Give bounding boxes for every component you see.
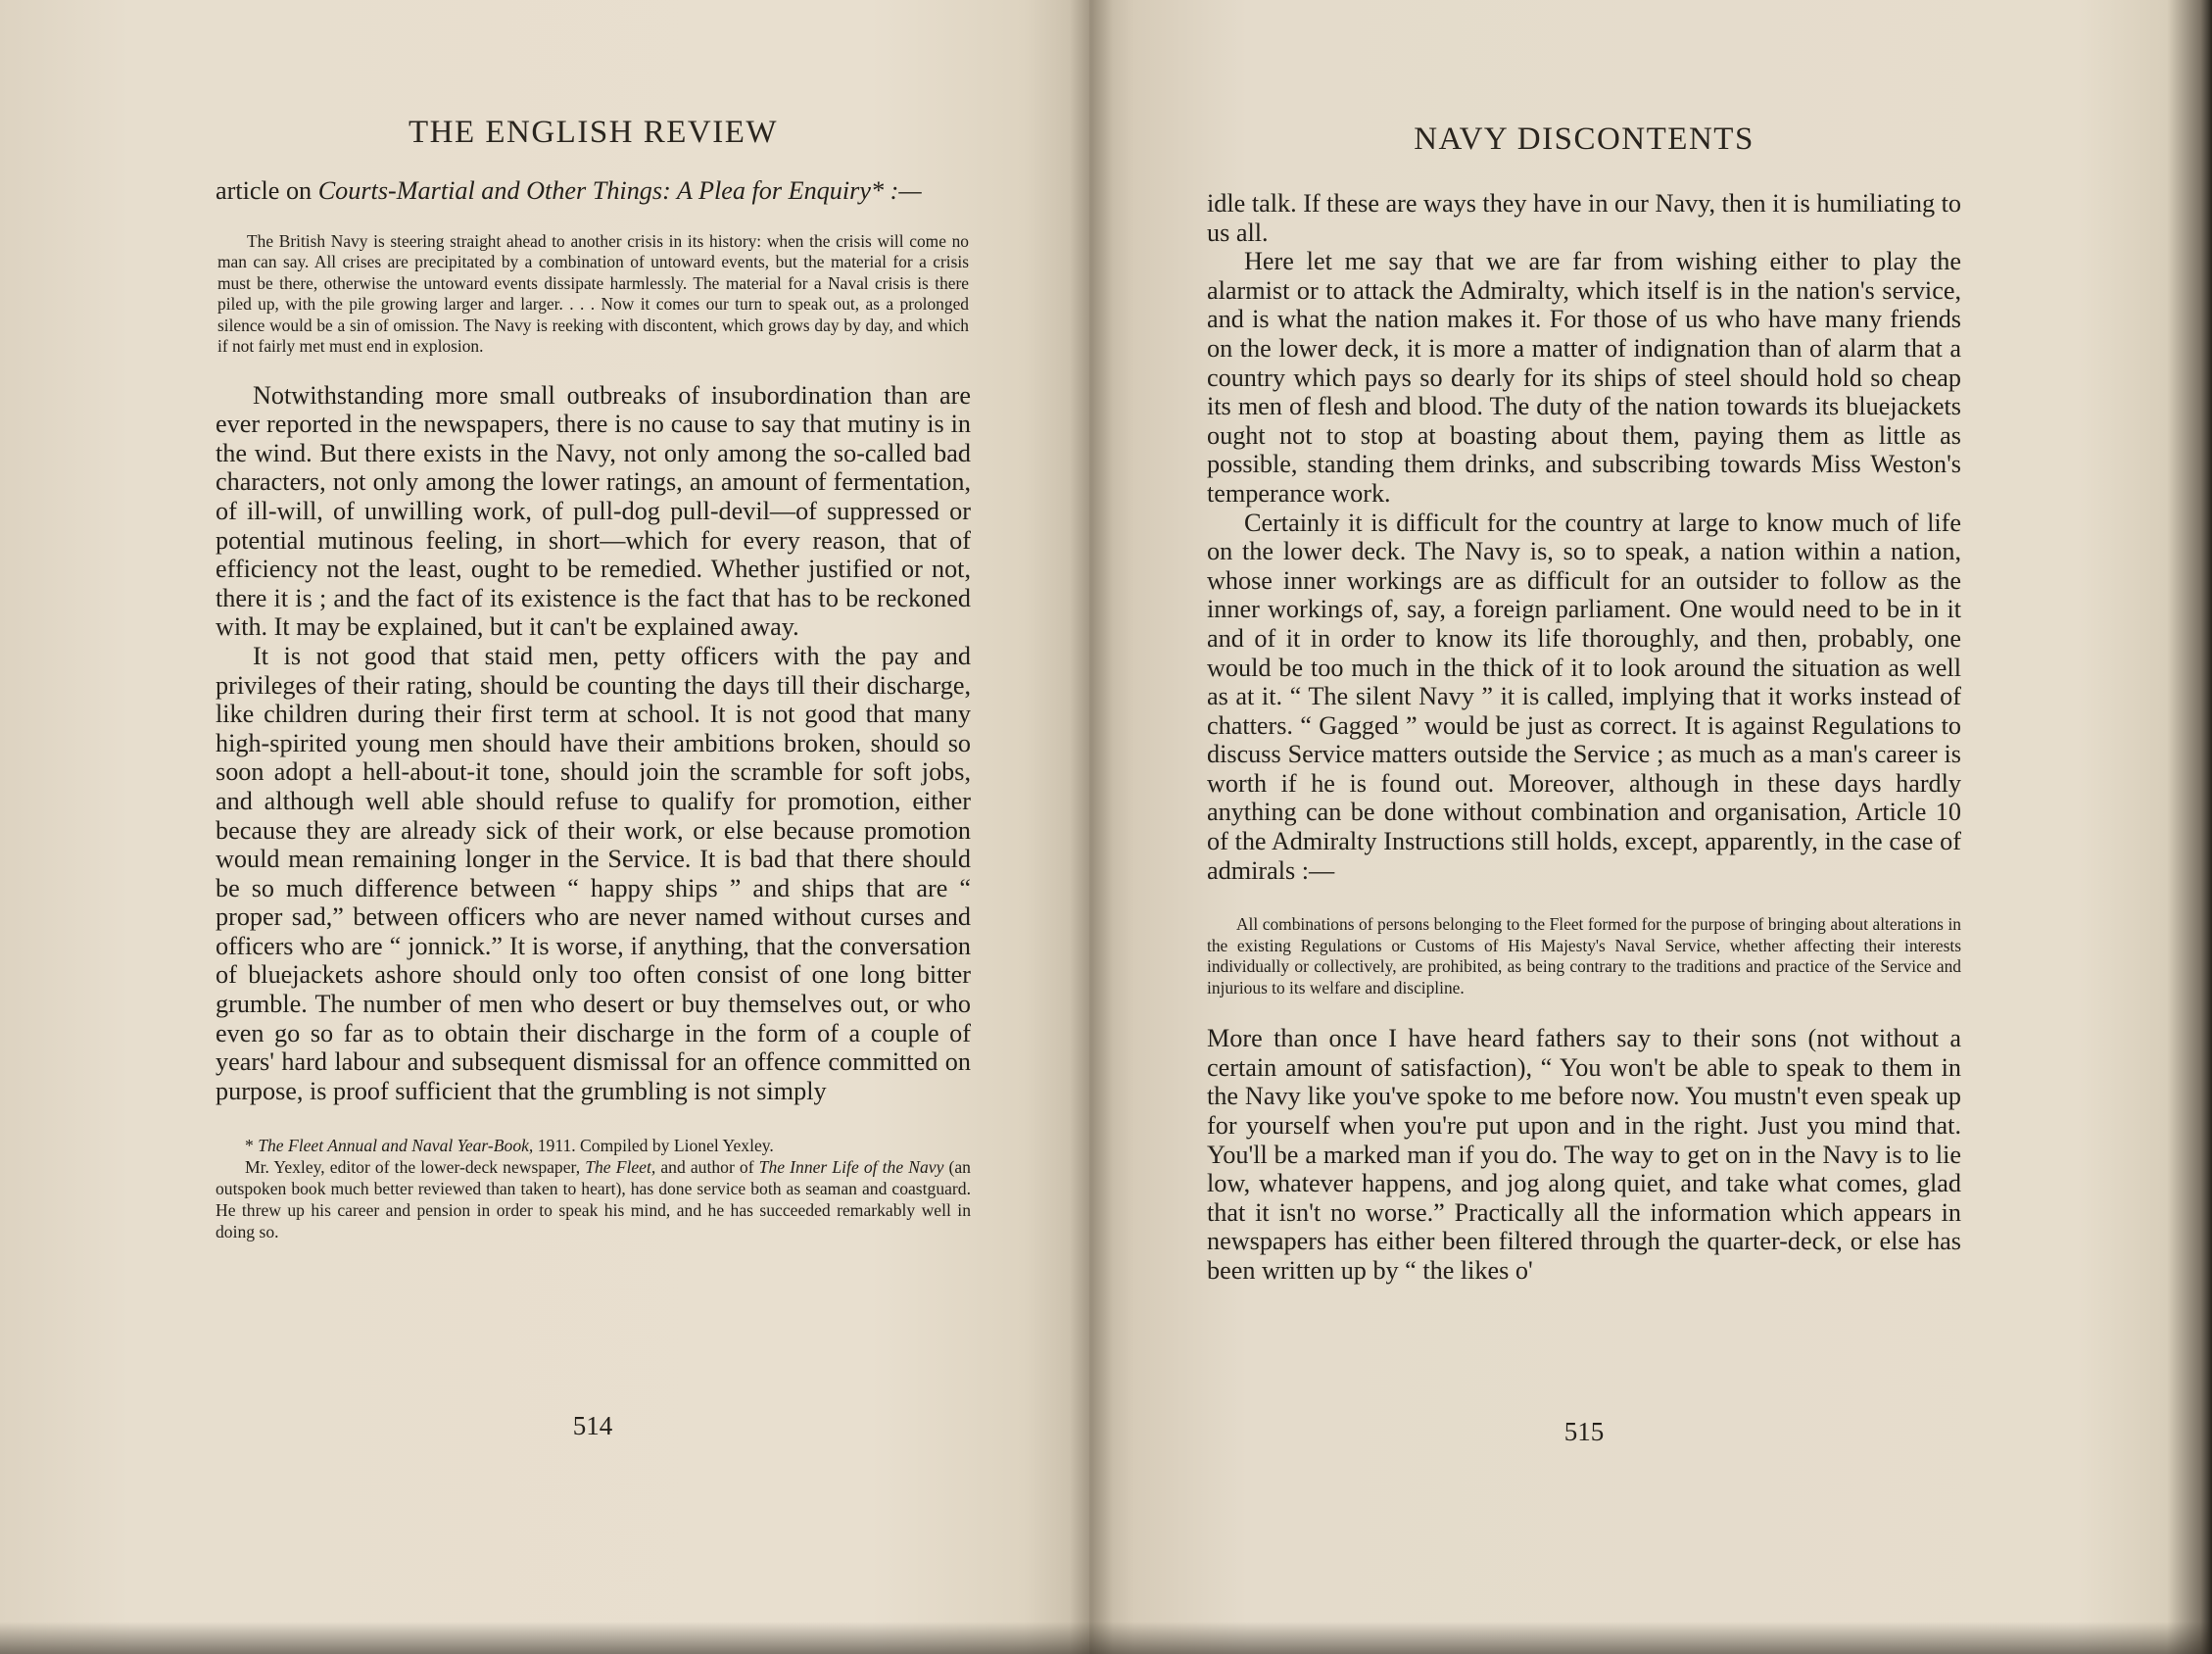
- footnote-text: and author of: [655, 1157, 759, 1178]
- right-text-block: [1207, 189, 1961, 1286]
- paragraph: Here let me say that we are far from wishing either to play the alarmist or to attack the Admiralty, which itself is in the nation's service, and is what the nation makes it. For those of us who have many friends on the lower deck, it is more a matter of indignation than of alarm that a country which pays so dearly for its ships of steel should hold so cheap its men of flesh and blood. The duty of the nation towards its bluejackets ought not to stop at boasting about them, paying them as little as possible, standing them drinks, and subscribing towards Miss Weston's temperance work.: [1207, 247, 1961, 508]
- footnote-book-title: The Inner Life of the Navy: [758, 1157, 944, 1178]
- footnotes: [216, 1135, 971, 1242]
- intro-line: [216, 176, 971, 206]
- paragraph: Certainly it is difficult for the country at large to know much of life on the lower deck. The Navy is, so to speak, a nation within a nation, whose inner workings are as difficult for an outsider to follow as the inner workings of, say, a foreign parliament. One would need to be in it and of it in order to know its life thoroughly, and then, probably, one would be too much in the thick of it to look around the situation as well as at it. “ The silent Navy ” it is called, implying that it works instead of chatters. “ Gagged ” would be just as correct. It is against Regulations to discuss Service matters outside the Service ; as much as a man's career is worth if he is found out. Moreover, although in these days hardly anything can be done without combination and organisation, Article 10 of the Admiralty Instructions still holds, except, apparently, in the case of admirals :—: [1207, 508, 1961, 885]
- running-head-left: THE ENGLISH REVIEW: [408, 115, 779, 150]
- paragraph: More than once I have heard fathers say to their sons (not without a certain amount of satisfaction), “ You won't be able to speak to them in the Navy like you've spoke to me before now. You mustn't even speak up for yourself when you're put upon and in the right. Just you mind that. You'll be a marked man if you do. The way to get on in the Navy is to lie low, whatever happens, and jog along quiet, and take what comes, glad that it isn't no worse.” Practically all the information which appears in newspapers has either been filtered through the quarter-deck, or else has been written up by “ the likes o': [1207, 1024, 1961, 1285]
- paragraph: It is not good that staid men, petty officers with the pay and privileges of their rating, should be counting the days till their discharge, like children during their first term at school. It is not good that many high-spirited young men should have their ambitions broken, should so soon adopt a hell-about-it tone, should join the scramble for soft jobs, and although well able should refuse to qualify for promotion, either because they are already sick of their work, or else because promotion would mean remaining longer in the Service. It is bad that there should be so much difference between “ happy ships ” and ships that are “ proper sad,” between officers who are never named without curses and officers who are “ jonnick.” It is worse, if anything, that the conversation of bluejackets ashore should only too often consist of one long bitter grumble. The number of men who desert or buy themselves out, or who even go so far as to obtain their discharge in the form of a couple of years' hard labour and subsequent dismissal for an offence committed on purpose, is proof sufficient that the grumbling is not simply: [216, 641, 971, 1105]
- page-number-left: 514: [572, 1411, 613, 1440]
- block-quote-right: All combinations of persons belonging to the Fleet formed for the purpose of bringing about alterations in the existing Regulations or Customs of His Majesty's Naval Service, whether affecting their interests individually or collectively, are prohibited, as being contrary to the traditions and practice of the Service and injurious to its welfare and discipline.: [1207, 914, 1961, 997]
- footnote-book-title: The Fleet Annual and Naval Year-Book,: [258, 1136, 534, 1156]
- intro-lead: article on: [216, 176, 318, 205]
- block-quote-left: The British Navy is steering straight ahead to another crisis in its history: when the crisis will come no man can say. All crises are precipitated by a combination of untoward events, but the material for a crisis must be there, otherwise the untoward events dissipate harmlessly. The material for a Naval crisis is there piled up, with the pile growing larger and larger. . . . Now it comes our turn to speak out, as a prolonged silence would be a sin of omission. The Navy is reeking with discontent, which grows day by day, and which if not fairly met must end in explosion.: [217, 230, 969, 357]
- running-head-right: NAVY DISCONTENTS: [1414, 122, 1755, 157]
- footnote-text: Mr. Yexley, editor of the lower-deck newspaper,: [245, 1157, 586, 1178]
- footnote-2: [216, 1156, 971, 1242]
- paragraph: idle talk. If these are ways they have in our Navy, then it is humiliating to us all.: [1207, 189, 1961, 247]
- left-text-block: [216, 176, 971, 1242]
- footnote-newspaper-title: The Fleet,: [585, 1157, 656, 1178]
- intro-title: Courts-Martial and Other Things: A Plea for Enquiry: [317, 176, 871, 205]
- right-page: [1089, 0, 2212, 1654]
- paragraph: Notwithstanding more small outbreaks of insubordination than are ever reported in the newspapers, there is no cause to say that mutiny is in the wind. But there exists in the Navy, not only among the so-called bad characters, not only among the lower ratings, an amount of fermentation, of ill-will, of unwilling work, of pull-dog pull-devil—of suppressed or potential mutinous feeling, in short—which for every reason, that of efficiency not the least, ought to be remedied. Whether justified or not, there it is ; and the fact of its existence is the fact that has to be reckoned with. It may be explained, but it can't be explained away.: [216, 380, 971, 642]
- footnote-1: [216, 1135, 971, 1156]
- page-number-right: 515: [1563, 1417, 1605, 1446]
- left-page: [0, 0, 1089, 1654]
- footnote-text: 1911. Compiled by Lionel Yexley.: [533, 1136, 774, 1156]
- footnote-mark: *: [245, 1136, 259, 1156]
- footnote-text: (an outspoken book much better reviewed than taken to heart), has done service both as seaman and coastguard. He threw up his career and pension in order to speak his mind, and he has succeeded remarkably well in doing so.: [216, 1157, 971, 1242]
- intro-mark: * :—: [870, 176, 922, 205]
